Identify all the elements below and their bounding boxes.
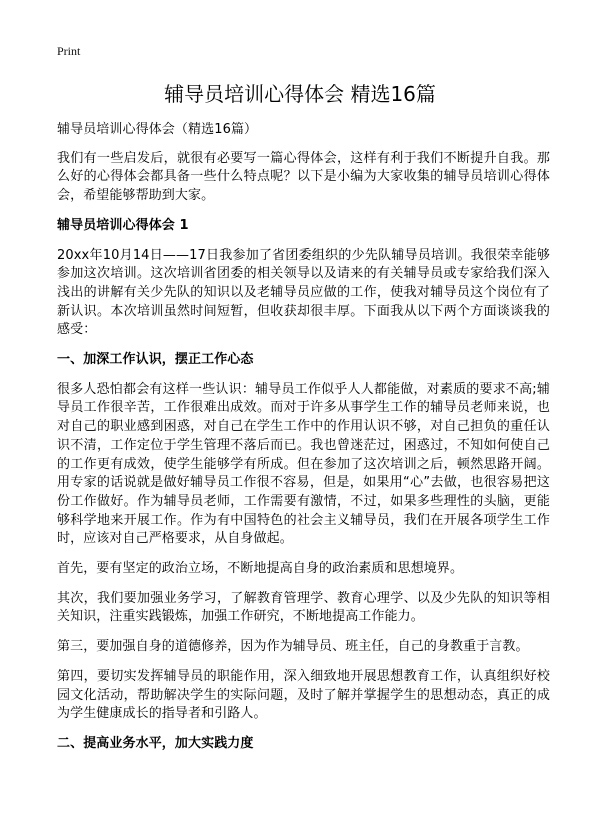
paragraph: 其次，我们要加强业务学习，了解教育管理学、教育心理学、以及少先队的知识等相关知识，注重实践锻炼，加强工作研究，不断地提高工作能力。 [57, 590, 550, 625]
article-subtitle: 辅导员培训心得体会（精选16篇） [57, 122, 258, 137]
intro-paragraph: 我们有一些启发后，就很有必要写一篇心得体会，这样有利于我们不断提升自我。那么好的心得体会都具备一些什么特点呢？以下是小编为大家收集的辅导员培训心得体会，希望能够帮助到大家。 [57, 150, 550, 204]
article-body [57, 121, 550, 765]
paragraph: 很多人恐怕都会有这样一些认识：辅导员工作似乎人人都能做，对素质的要求不高;辅导员工作很辛苦，工作很难出成效。而对于许多从事学生工作的辅导员老师来说，也对自己的职业感到困惑，对自己在学生工作中的作用认识不够，对自己担负的重任认识不清，工作定位于学生管理不落后而已。我也曾迷茫过，困惑过，不知如何使自己的工作更有成效，使学生能够学有所成。但在参加了这次培训之后，顿然思路开阔。用专家的话说就是做好辅导员工作很不容易，但是，如果用“心”去做，也很容易把这份工作做好。作为辅导员老师，工作需要有激情，不过，如果多些理性的头脑，更能够科学地来开展工作。作为有中国特色的社会主义辅导员，我们在开展各项学生工作时，应该对自己严格要求，从自身做起。 [57, 381, 550, 547]
page-title: 辅导员培训心得体会 精选16篇 [164, 82, 436, 106]
section-heading-1: 辅导员培训心得体会 1 [57, 217, 189, 233]
part-heading-1: 一、加深工作认识，摆正工作心态 [57, 352, 254, 368]
paragraph: 20xx年10月14日——17日我参加了省团委组织的少先队辅导员培训。我很荣幸能够参加这次培训。这次培训省团委的相关领导以及请来的有关辅导员或专家给我们深入浅出的讲解有关少先队的知识以及老辅导员应做的工作，使我对辅导员这个岗位有了新认识。本次培训虽然时间短暂，但收获却很丰厚。下面我从以下两个方面谈谈我的感受： [57, 247, 550, 338]
paragraph: 第四，要切实发挥辅导员的职能作用，深入细致地开展思想教育工作，认真组织好校园文化活动，帮助解决学生的实际问题，及时了解并掌握学生的思想动态，真正的成为学生健康成长的指导者和引路人。 [57, 668, 550, 722]
paragraph: 第三，要加强自身的道德修养，因为作为辅导员、班主任，自己的身教重于言教。 [57, 639, 529, 655]
print-link[interactable]: Print [57, 44, 81, 58]
part-heading-2: 二、提高业务水平，加大实践力度 [57, 735, 254, 751]
paragraph: 首先，要有坚定的政治立场，不断地提高自身的政治素质和思想境界。 [57, 561, 464, 577]
